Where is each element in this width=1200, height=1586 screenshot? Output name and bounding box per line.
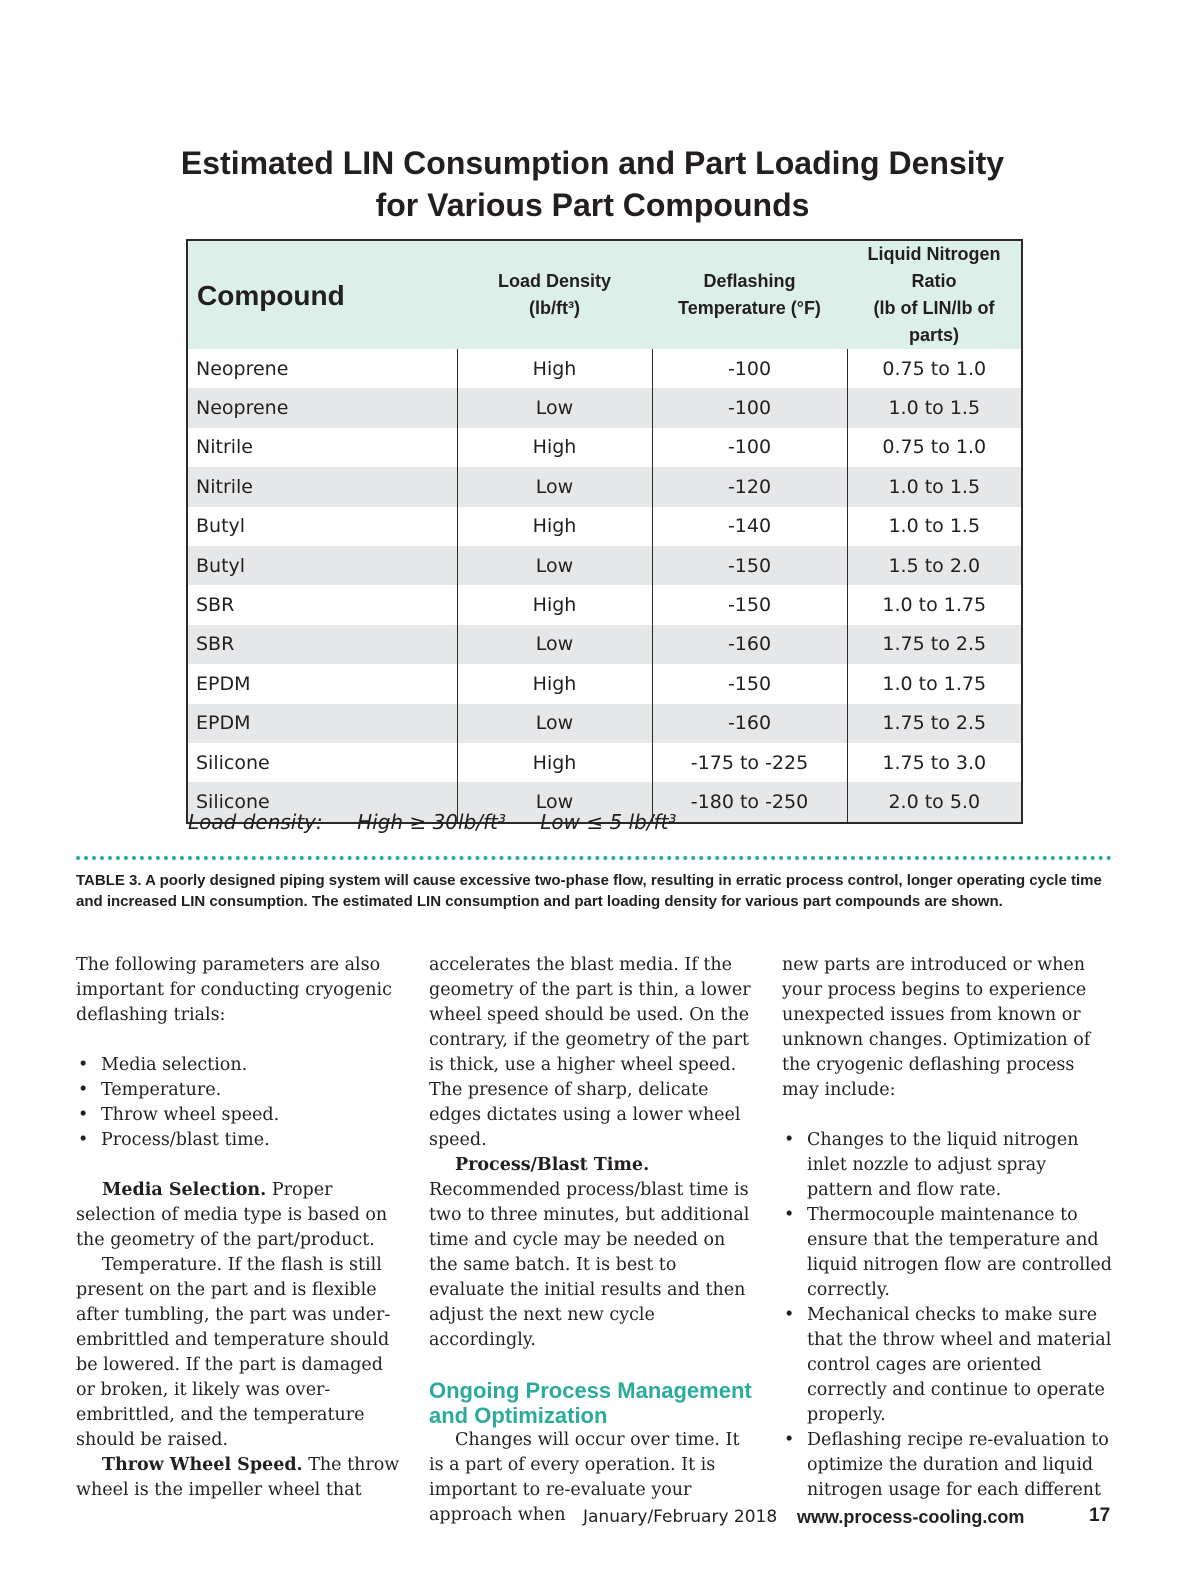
cell-density: Low — [457, 546, 652, 585]
wheel-speed-paragraph: accelerates the blast media. If the geometry of the part is thin, a lower wheel speed should be used. On the contrary, if the geometry of the part is thick, use a higher wheel speed. The presence of sharp, delicate edges dictates using a lower wheel speed. — [429, 955, 751, 1150]
table-row — [188, 349, 1021, 388]
header-load-density-line1: Load Density — [497, 271, 612, 291]
cell-temp: -160 — [652, 704, 847, 743]
cell-compound: Silicone — [196, 751, 270, 774]
cell-density: Low — [457, 625, 652, 664]
cell-compound: Nitrile — [196, 436, 253, 459]
cell-compound: SBR — [196, 633, 235, 656]
cell-compound: SBR — [196, 594, 235, 617]
cell-density: High — [457, 585, 652, 624]
table-title — [0, 142, 1185, 226]
cell-density: High — [457, 428, 652, 467]
cell-temp: -100 — [652, 349, 847, 388]
table-title-line1: Estimated LIN Consumption and Part Loading Density — [180, 145, 1005, 181]
cell-density: High — [457, 743, 652, 782]
table-row — [188, 664, 1021, 703]
table-row — [188, 428, 1021, 467]
cell-temp: -120 — [652, 467, 847, 506]
cell-compound: Nitrile — [196, 475, 253, 498]
cell-density: Low — [457, 704, 652, 743]
header-ln-ratio — [847, 241, 1021, 349]
article-column-2 — [429, 953, 757, 1528]
list-item: • Process/blast time. — [76, 1128, 406, 1153]
process-time-lead: Process/Blast Time. — [455, 1155, 650, 1175]
cell-temp: -100 — [652, 428, 847, 467]
lin-consumption-table — [186, 239, 1023, 824]
cell-temp: -100 — [652, 388, 847, 427]
table-title-line2: for Various Part Compounds — [375, 187, 810, 223]
header-compound: Compound — [197, 279, 345, 311]
section-heading: Ongoing Process Management and Optimization — [429, 1378, 752, 1428]
cell-ratio: 1.0 to 1.5 — [847, 507, 1021, 546]
process-time-text: Recommended process/blast time is two to three minutes, but additional time and cycle may be needed on the same batch. It is best to evaluate the initial results and then adjust the next new cycle accordingly. — [429, 1180, 750, 1350]
note-high: High ≥ 30lb/ft³ — [357, 810, 506, 834]
cell-ratio: 1.75 to 2.5 — [847, 704, 1021, 743]
list-item: • Media selection. — [76, 1053, 406, 1078]
list-item: • Throw wheel speed. — [76, 1103, 406, 1128]
table-row — [188, 704, 1021, 743]
cell-density: Low — [457, 467, 652, 506]
media-selection-lead: Media Selection. — [102, 1180, 267, 1200]
process-time-paragraph — [429, 1153, 757, 1353]
cell-temp: -140 — [652, 507, 847, 546]
header-load-density — [457, 241, 652, 349]
cell-compound: Neoprene — [196, 397, 289, 420]
cell-temp: -175 to -225 — [652, 743, 847, 782]
load-density-note — [188, 810, 704, 834]
cell-temp: -150 — [652, 664, 847, 703]
table-row — [188, 743, 1021, 782]
cell-ratio: 0.75 to 1.0 — [847, 428, 1021, 467]
cell-temp: -180 to -250 — [652, 782, 847, 821]
header-deflashing-line2: Temperature (°F) — [678, 298, 821, 318]
list-item: • Temperature. — [76, 1078, 406, 1103]
article-column-3 — [782, 953, 1112, 1503]
cell-density: Low — [457, 388, 652, 427]
table-row — [188, 507, 1021, 546]
media-selection-paragraph — [76, 1178, 406, 1253]
cell-compound: Butyl — [196, 515, 246, 538]
cell-compound: Silicone — [196, 790, 270, 813]
header-deflashing-temp — [652, 241, 847, 349]
cell-compound: EPDM — [196, 712, 251, 735]
table-row — [188, 467, 1021, 506]
temperature-paragraph: Temperature. If the flash is still present on the part and is flexible after tumbling, the part was under-embrittled and temperature should be lowered. If the part is damaged or broken, it likely was over-embrittled, and the temperature should be raised. — [76, 1255, 391, 1450]
list-item: • Mechanical checks to make sure that the throw wheel and material control cages are oriented correctly and continue to operate properly. — [782, 1303, 1112, 1428]
table-row — [188, 546, 1021, 585]
cell-ratio: 2.0 to 5.0 — [847, 782, 1021, 821]
article-column-1 — [76, 953, 406, 1503]
intro-paragraph: The following parameters are also important for conducting cryogenic deflashing trials: — [76, 955, 392, 1025]
cell-ratio: 1.0 to 1.5 — [847, 467, 1021, 506]
cell-density: High — [457, 507, 652, 546]
table-header-row — [188, 241, 1021, 349]
cell-compound: EPDM — [196, 672, 251, 695]
cell-temp: -150 — [652, 585, 847, 624]
header-ratio-line1: Liquid Nitrogen Ratio — [867, 244, 1001, 291]
note-low: Low ≤ 5 lb/ft³ — [540, 810, 677, 834]
throw-wheel-paragraph — [76, 1453, 406, 1503]
header-load-density-line2: (lb/ft³) — [529, 298, 580, 318]
cell-temp: -150 — [652, 546, 847, 585]
list-item: • Deflashing recipe re-evaluation to optimize the duration and liquid nitrogen usage for each different — [782, 1428, 1112, 1503]
table-row — [188, 388, 1021, 427]
ongoing-paragraph: Changes will occur over time. It is a part of every operation. It is important to re-evaluate your approach when — [429, 1430, 740, 1525]
parameter-list — [76, 1053, 406, 1153]
cell-ratio: 1.0 to 1.75 — [847, 585, 1021, 624]
cell-density: High — [457, 664, 652, 703]
dotted-divider — [76, 856, 1112, 860]
table-caption: TABLE 3. A poorly designed piping system will cause excessive two-phase flow, resulting in erratic process control, longer operating cycle time and increased LIN consumption. The estimated LIN consumption and part loading density for various part compounds are shown. — [76, 872, 1102, 910]
cell-ratio: 1.5 to 2.0 — [847, 546, 1021, 585]
note-label: Load density: — [188, 810, 323, 834]
optimization-paragraph: new parts are introduced or when your process begins to experience unexpected issues from known or unknown changes. Optimization of the cryogenic deflashing process may include: — [782, 955, 1091, 1100]
page-number: 17 — [1089, 1505, 1111, 1526]
cell-temp: -160 — [652, 625, 847, 664]
cell-compound: Neoprene — [196, 357, 289, 380]
optimization-list — [782, 1128, 1112, 1503]
header-deflashing-line1: Deflashing — [703, 271, 796, 291]
cell-density: High — [457, 349, 652, 388]
cell-compound: Butyl — [196, 554, 246, 577]
cell-ratio: 1.0 to 1.75 — [847, 664, 1021, 703]
footer-url[interactable]: www.process-cooling.com — [797, 1507, 1025, 1527]
throw-wheel-text: The throw wheel is the impeller wheel that — [76, 1455, 400, 1500]
cell-ratio: 1.75 to 3.0 — [847, 743, 1021, 782]
throw-wheel-lead: Throw Wheel Speed. — [102, 1455, 303, 1475]
table-row — [188, 625, 1021, 664]
cell-ratio: 0.75 to 1.0 — [847, 349, 1021, 388]
list-item: • Changes to the liquid nitrogen inlet nozzle to adjust spray pattern and flow rate. — [782, 1128, 1112, 1203]
list-item: • Thermocouple maintenance to ensure that the temperature and liquid nitrogen flow are controlled correctly. — [782, 1203, 1112, 1303]
cell-density: Low — [457, 782, 652, 821]
cell-ratio: 1.75 to 2.5 — [847, 625, 1021, 664]
media-selection-text: Proper selection of media type is based on the geometry of the part/product. — [76, 1180, 388, 1250]
cell-ratio: 1.0 to 1.5 — [847, 388, 1021, 427]
table-row — [188, 585, 1021, 624]
footer-date: January/February 2018 — [583, 1507, 778, 1527]
header-ratio-line2: (lb of LIN/lb of parts) — [873, 298, 995, 345]
